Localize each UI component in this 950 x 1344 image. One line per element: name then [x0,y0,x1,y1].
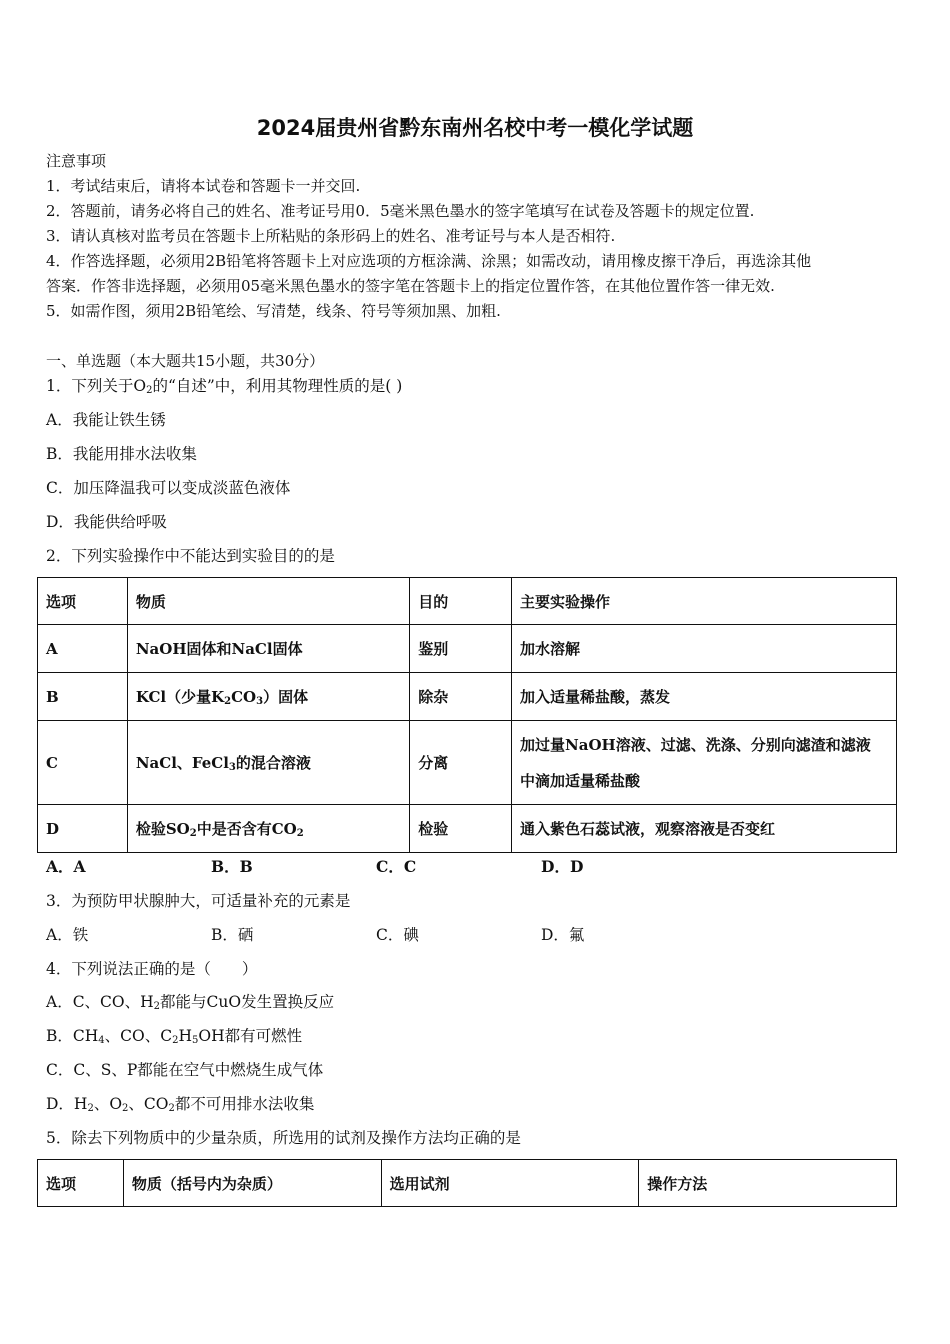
answer-option: C．碘 [376,926,419,944]
question-4-option-a: A．C、CO、$H_2$都能与CuO发生置换反应 [46,993,335,1012]
table-cell: 鉴别 [410,625,512,673]
question-4-option-c: C．C、S、P都能在空气中燃烧生成气体 [46,1061,324,1079]
table-header-cell: 操作方法 [639,1160,897,1207]
table-header-cell: 选项 [38,578,128,625]
question-4-option-d: D．$H_2$、$O_2$、$CO_2$都不可用排水法收集 [46,1095,315,1114]
answer-option: A．铁 [46,926,89,944]
table-row [38,673,897,721]
table-cell: D [38,805,128,853]
answer-option: D．D [541,857,584,876]
table-cell: KCl（少量$K_2CO_3$）固体 [127,673,409,721]
answer-option: B．硒 [211,926,254,944]
question-1-option-b: B．我能用排水法收集 [46,445,197,463]
notice-item: 4．作答选择题，必须用2B铅笔将答题卡上对应选项的方框涂满、涂黑；如需改动，请用橡皮擦干净后，再选涂其他 [46,252,812,270]
notice-heading: 注意事项 [46,152,107,170]
answer-option: A．A [46,857,86,876]
table-row [38,721,897,805]
notice-item: 1．考试结束后，请将本试卷和答题卡一并交回. [46,177,361,195]
question-4-option-b: B．$CH_4$、CO、$C_2H_5OH$都有可燃性 [46,1027,303,1046]
table-header-row [38,578,897,625]
question-1-option-c: C．加压降温我可以变成淡蓝色液体 [46,479,291,497]
table-cell: NaCl、FeCl$_3$的混合溶液 [127,721,409,805]
page-title: 2024届贵州省黔东南州名校中考一模化学试题 [256,116,694,140]
table-cell: 检验 [410,805,512,853]
notice-item: 5．如需作图，须用2B铅笔绘、写清楚，线条、符号等须加黑、加粗. [46,302,501,320]
table-row [38,625,897,673]
answer-option: C．C [376,857,417,876]
table-cell: 加过量NaOH溶液、过滤、洗涤、分别向滤渣和滤液 中滴加适量稀盐酸 [512,721,897,805]
table-header-cell: 选用试剂 [381,1160,639,1207]
table-cell: C [38,721,128,805]
table-cell: 除杂 [410,673,512,721]
table-cell: B [38,673,128,721]
question-1-option-d: D．我能供给呼吸 [46,513,167,531]
notice-item: 2．答题前，请务必将自己的姓名、准考证号用0．5毫米黑色墨水的签字笔填写在试卷及答题卡的规定位置. [46,202,755,220]
table-header-cell: 选项 [38,1160,124,1207]
question-1-option-a: A．我能让铁生锈 [46,411,166,429]
answer-option: B．B [211,857,253,876]
table-cell: 分离 [410,721,512,805]
answer-option: D．氟 [541,926,585,944]
table-row [38,805,897,853]
table-cell: NaOH固体和NaCl固体 [127,625,409,673]
table-cell: 检验$SO_2$中是否含有$CO_2$ [127,805,409,853]
question-4-stem: 4．下列说法正确的是（ ） [46,960,258,978]
table-header-row [38,1160,897,1207]
section-heading: 一、单选题（本大题共15小题，共30分） [46,352,325,370]
table-header-cell: 目的 [410,578,512,625]
question-1-stem: 1．下列关于$O_2$的“自述”中，利用其物理性质的是( ) [46,377,403,396]
table-cell: 通入紫色石蕊试液，观察溶液是否变红 [512,805,897,853]
question-3-stem: 3．为预防甲状腺肿大，可适量补充的元素是 [46,892,351,910]
question-2-table [37,577,897,853]
table-cell: 加水溶解 [512,625,897,673]
table-cell: 加入适量稀盐酸，蒸发 [512,673,897,721]
table-header-cell: 物质 [127,578,409,625]
notice-item: 答案．作答非选择题，必须用05毫米黑色墨水的签字笔在答题卡上的指定位置作答，在其他位置作答一律无效. [46,277,775,295]
notice-item: 3．请认真核对监考员在答题卡上所粘贴的条形码上的姓名、准考证号与本人是否相符. [46,227,616,245]
table-header-cell: 主要实验操作 [512,578,897,625]
question-2-stem: 2．下列实验操作中不能达到实验目的的是 [46,547,335,565]
question-5-stem: 5．除去下列物质中的少量杂质，所选用的试剂及操作方法均正确的是 [46,1129,521,1147]
table-header-cell: 物质（括号内为杂质） [123,1160,381,1207]
question-5-table [37,1159,897,1207]
table-cell: A [38,625,128,673]
